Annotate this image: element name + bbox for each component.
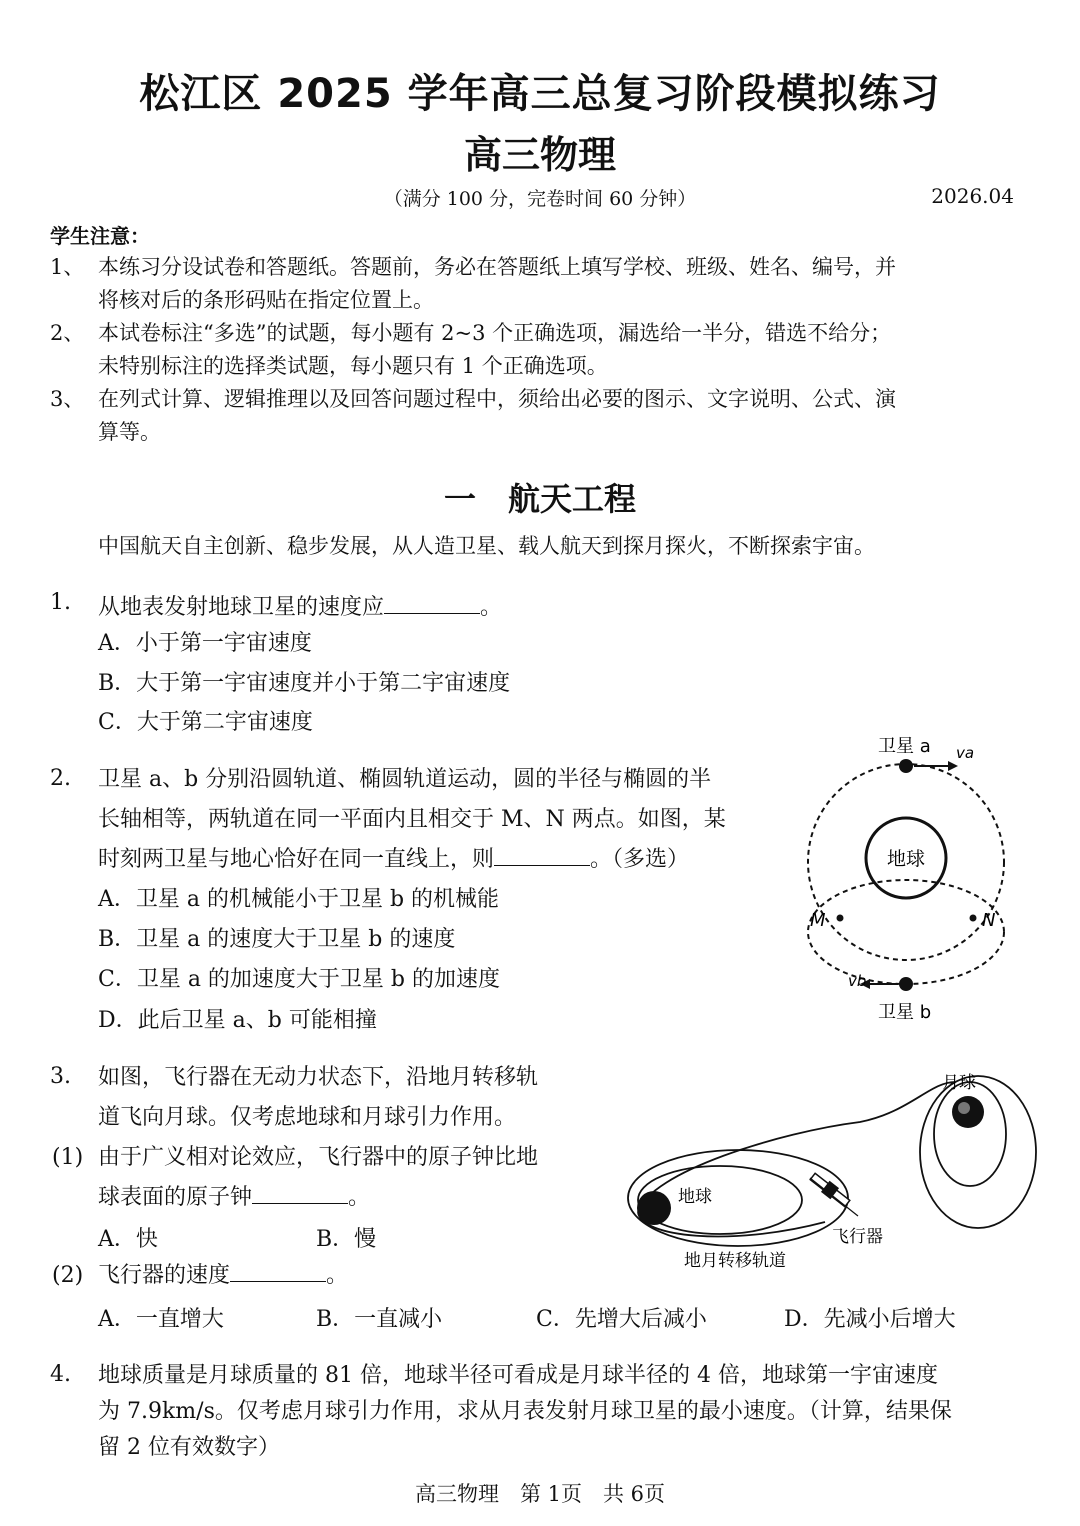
q1-option-b: B．大于第一宇宙速度并小于第二宇宙速度 bbox=[98, 671, 511, 696]
satellite-a-dot bbox=[899, 759, 913, 773]
q2-line2: 长轴相等，两轨道在同一平面内且相交于 M、N 两点。如图，某 bbox=[98, 807, 726, 832]
point-n-label: N bbox=[982, 910, 996, 931]
spacecraft-leader-line bbox=[810, 1178, 858, 1216]
q3-part2-stem-text: 飞行器的速度 bbox=[98, 1263, 231, 1288]
q3-part1-line1: 由于广义相对论效应，飞行器中的原子钟比地 bbox=[98, 1145, 539, 1170]
earth-label: 地球 bbox=[887, 848, 926, 870]
q3-part2-option-b: B．一直减小 bbox=[316, 1307, 443, 1332]
q3-number: 3. bbox=[50, 1064, 71, 1089]
q3-line1: 如图，飞行器在无动力状态下，沿地月转移轨 bbox=[98, 1065, 539, 1090]
notice-heading: 学生注意： bbox=[50, 224, 150, 248]
q2-answer-blank bbox=[494, 845, 590, 866]
q3-part2-option-a: A．一直增大 bbox=[98, 1307, 224, 1332]
q2-option-c: C．卫星 a 的加速度大于卫星 b 的加速度 bbox=[98, 967, 501, 992]
moon-label: 月球 bbox=[942, 1073, 976, 1093]
q1-answer-blank bbox=[384, 593, 480, 614]
q3-part2-number: (2) bbox=[52, 1263, 84, 1288]
q4-line3: 留 2 位有效数字） bbox=[98, 1435, 280, 1460]
q2-line3-end: 。（多选） bbox=[590, 847, 690, 872]
satellite-b-dot bbox=[899, 977, 913, 991]
earth-label-q3: 地球 bbox=[678, 1187, 712, 1207]
q3-part1-option-a: A．快 bbox=[98, 1227, 158, 1252]
earth-globe bbox=[637, 1191, 671, 1225]
velocity-a-label: va bbox=[956, 744, 975, 762]
q3-part1-option-b: B．慢 bbox=[316, 1227, 377, 1252]
q3-part1-line2-text: 球表面的原子钟 bbox=[98, 1185, 253, 1210]
point-m-label: M bbox=[810, 910, 826, 931]
q2-option-b: B．卫星 a 的速度大于卫星 b 的速度 bbox=[98, 927, 456, 952]
notice-item-1-line2: 将核对后的条形码贴在指定位置上。 bbox=[98, 288, 434, 312]
moon-orbit-outer bbox=[920, 1076, 1036, 1228]
q3-part1-line2 bbox=[98, 1178, 370, 1218]
moon-crater bbox=[958, 1102, 970, 1114]
satellite-a-label: 卫星 a bbox=[878, 736, 931, 757]
transfer-orbit-figure bbox=[610, 1062, 1050, 1274]
notice-item-3-line2: 算等。 bbox=[98, 420, 161, 444]
exam-title: 松江区 2025 学年高三总复习阶段模拟练习 bbox=[139, 71, 941, 117]
satellite-b-label: 卫星 b bbox=[878, 1002, 932, 1023]
q4-line2: 为 7.9km/s。仅考虑月球引力作用，求从月表发射月球卫星的最小速度。（计算，结果保 bbox=[98, 1399, 952, 1424]
q3-line2: 道飞向月球。仅考虑地球和月球引力作用。 bbox=[98, 1105, 517, 1130]
q1-stem-end: 。 bbox=[480, 595, 503, 620]
notice-num-2: 2、 bbox=[50, 321, 85, 345]
notice-item-1-line1: 本练习分设试卷和答题纸。答题前，务必在答题纸上填写学校、班级、姓名、编号，并 bbox=[98, 255, 896, 279]
exam-date: 2026.04 bbox=[931, 184, 1014, 208]
notice-num-3: 3、 bbox=[50, 387, 85, 411]
q4-number: 4. bbox=[50, 1362, 71, 1387]
q3-part1-number: (1) bbox=[52, 1145, 84, 1170]
q2-line3-text: 时刻两卫星与地心恰好在同一直线上，则 bbox=[98, 847, 495, 872]
section-title: 一 航天工程 bbox=[443, 480, 636, 518]
notice-item-3-line1: 在列式计算、逻辑推理以及回答问题过程中，须给出必要的图示、文字说明、公式、演 bbox=[98, 387, 896, 411]
q3-part1-end: 。 bbox=[348, 1185, 371, 1210]
q2-option-d: D．此后卫星 a、b 可能相撞 bbox=[98, 1008, 377, 1033]
section-intro: 中国航天自主创新、稳步发展，从人造卫星、载人航天到探月探火，不断探索宇宙。 bbox=[98, 534, 875, 558]
q2-number: 2. bbox=[50, 766, 71, 791]
q2-line1: 卫星 a、b 分别沿圆轨道、椭圆轨道运动，圆的半径与椭圆的半 bbox=[98, 767, 712, 792]
q1-option-a: A．小于第一宇宙速度 bbox=[98, 631, 312, 656]
q3-part2-option-d: D．先减小后增大 bbox=[784, 1307, 956, 1332]
velocity-b-label: vb bbox=[848, 972, 867, 990]
notice-item-2-line1: 本试卷标注“多选”的试题，每小题有 2~3 个正确选项，漏选给一半分，错选不给分； bbox=[98, 321, 892, 345]
q3-part2-end: 。 bbox=[326, 1263, 349, 1288]
q2-option-a: A．卫星 a 的机械能小于卫星 b 的机械能 bbox=[98, 887, 500, 912]
q1-stem bbox=[98, 590, 502, 621]
notice-item-2-line2: 未特别标注的选择类试题，每小题只有 1 个正确选项。 bbox=[98, 354, 608, 378]
point-n-dot bbox=[970, 915, 977, 922]
q1-stem-text: 从地表发射地球卫星的速度应 bbox=[98, 595, 385, 620]
page-footer: 高三物理 第 1页 共 6页 bbox=[414, 1482, 666, 1506]
notice-num-1: 1、 bbox=[50, 255, 85, 279]
q3-part2-stem bbox=[98, 1256, 348, 1296]
q1-option-c: C．大于第二宇宙速度 bbox=[98, 710, 313, 735]
spacecraft bbox=[808, 1171, 851, 1209]
exam-info: （满分 100 分，完卷时间 60 分钟） bbox=[383, 188, 697, 210]
exam-subtitle: 高三物理 bbox=[463, 133, 616, 177]
spacecraft-label: 飞行器 bbox=[832, 1227, 883, 1247]
q2-line3 bbox=[98, 840, 689, 880]
q3-part1-answer-blank bbox=[252, 1183, 348, 1204]
q4-line1: 地球质量是月球质量的 81 倍，地球半径可看成是月球半径的 4 倍，地球第一宇宙速度 bbox=[98, 1363, 938, 1388]
q3-part2-option-c: C．先增大后减小 bbox=[536, 1307, 707, 1332]
q3-part2-answer-blank bbox=[230, 1261, 326, 1282]
velocity-a-arrowhead bbox=[948, 761, 958, 771]
q1-number: 1. bbox=[50, 590, 71, 615]
transfer-orbit-label: 地月转移轨道 bbox=[684, 1251, 786, 1271]
orbit-figure bbox=[790, 730, 1050, 1030]
point-m-dot bbox=[837, 915, 844, 922]
